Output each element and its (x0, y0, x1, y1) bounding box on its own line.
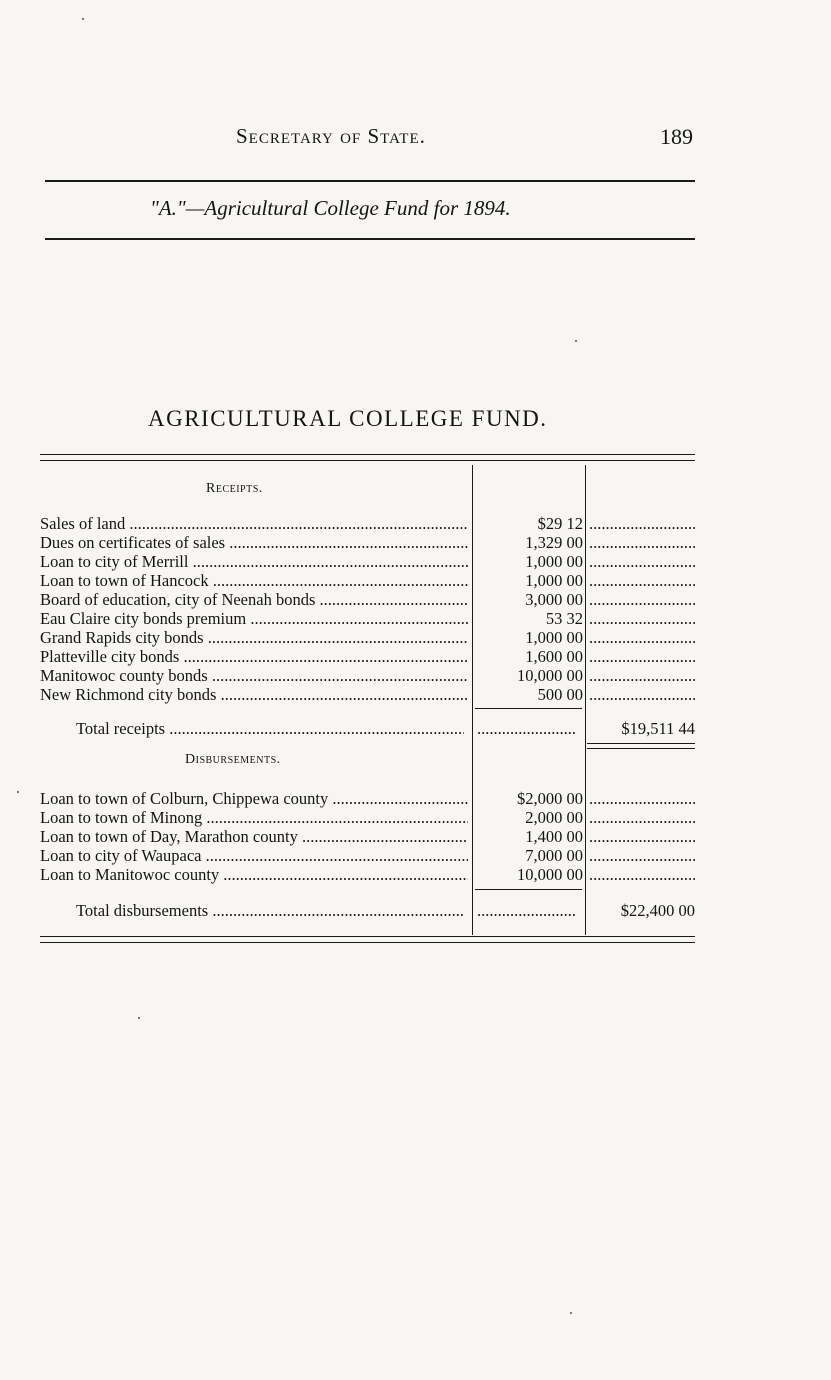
table-row (40, 647, 695, 666)
dot-leader (589, 666, 695, 685)
dot-leader (477, 901, 577, 920)
row-label: Grand Rapids city bonds ..... (40, 628, 468, 647)
table-row (40, 666, 695, 685)
row-amount: 2,000 00 (525, 808, 583, 827)
row-amount: 1,600 00 (525, 647, 583, 666)
table-row (40, 533, 695, 552)
row-label: Board of education, city of Neenah bonds ..... (40, 590, 468, 609)
subtotal-rule (475, 889, 582, 890)
dot-leader (589, 789, 695, 808)
table-row (40, 685, 695, 704)
dot-leader (589, 514, 695, 533)
total-disbursements-row (40, 901, 695, 920)
dot-leader (589, 609, 695, 628)
table-row (40, 827, 695, 846)
paper-speck (570, 1312, 572, 1314)
row-amount: 1,000 00 (525, 628, 583, 647)
dot-leader (589, 533, 695, 552)
row-label: Loan to city of Merrill ..... (40, 552, 468, 571)
total-disbursements-value: $22,400 00 (620, 901, 695, 920)
row-amount: 7,000 00 (525, 846, 583, 865)
disbursements-heading: Disbursements. (185, 752, 281, 767)
table-row (40, 590, 695, 609)
row-label: Eau Claire city bonds premium ..... (40, 609, 468, 628)
paper-speck (575, 340, 577, 342)
dot-leader (589, 808, 695, 827)
running-head: Secretary of State. (236, 124, 426, 148)
dot-leader (589, 827, 695, 846)
row-label: Loan to town of Minong ..... (40, 808, 468, 827)
total-receipts-value: $19,511 44 (621, 719, 695, 738)
row-amount: 500 00 (537, 685, 583, 704)
receipts-heading: Receipts. (206, 481, 263, 496)
dot-leader (589, 685, 695, 704)
row-label: Loan to town of Hancock ..... (40, 571, 468, 590)
row-amount: 10,000 00 (517, 666, 583, 685)
subtotal-rule (475, 708, 582, 709)
row-label: Dues on certificates of sales ..... (40, 533, 468, 552)
table-row (40, 552, 695, 571)
page-number: 189 (660, 124, 693, 149)
row-amount: 1,000 00 (525, 552, 583, 571)
header-rule-top (45, 180, 695, 182)
subtitle: "A."—Agricultural College Fund for 1894. (150, 196, 511, 220)
table-row (40, 609, 695, 628)
row-label: Platteville city bonds ..... (40, 647, 468, 666)
total-disbursements-label: Total disbursements ..... (76, 901, 464, 920)
row-amount: 1,329 00 (525, 533, 583, 552)
dot-leader (589, 571, 695, 590)
total-receipts-row (40, 719, 695, 738)
paper-speck (82, 18, 84, 20)
table-row (40, 808, 695, 827)
row-amount: 3,000 00 (525, 590, 583, 609)
dot-leader (589, 628, 695, 647)
table-row (40, 789, 695, 808)
dot-leader (589, 590, 695, 609)
row-label: Loan to town of Day, Marathon county ..... (40, 827, 468, 846)
row-amount: $29 12 (537, 514, 583, 533)
row-label: Manitowoc county bonds ..... (40, 666, 468, 685)
dot-leader (589, 647, 695, 666)
row-label: Loan to town of Colburn, Chippewa county ..... (40, 789, 468, 808)
row-label: Loan to city of Waupaca ..... (40, 846, 468, 865)
paper-speck (17, 791, 19, 793)
row-amount: 1,000 00 (525, 571, 583, 590)
table-top-rule (40, 454, 695, 461)
row-amount: $2,000 00 (517, 789, 583, 808)
dot-leader (589, 552, 695, 571)
dot-leader (589, 846, 695, 865)
dot-leader (589, 865, 695, 884)
row-amount: 1,400 00 (525, 827, 583, 846)
table-row (40, 865, 695, 884)
paper-speck (138, 1017, 140, 1019)
dot-leader (477, 719, 577, 738)
table-row (40, 571, 695, 590)
table-row (40, 628, 695, 647)
total-receipts-label: Total receipts ..... (76, 719, 464, 738)
row-label: Loan to Manitowoc county ..... (40, 865, 468, 884)
row-amount: 53 32 (545, 609, 583, 628)
table-row (40, 846, 695, 865)
header-rule-bottom (45, 238, 695, 240)
table-row (40, 514, 695, 533)
fund-title: AGRICULTURAL COLLEGE FUND. (148, 406, 548, 431)
row-amount: 10,000 00 (517, 865, 583, 884)
row-label: New Richmond city bonds ..... (40, 685, 468, 704)
total-double-rule (587, 743, 695, 749)
table-bottom-rule (40, 936, 695, 943)
row-label: Sales of land ..... (40, 514, 468, 533)
